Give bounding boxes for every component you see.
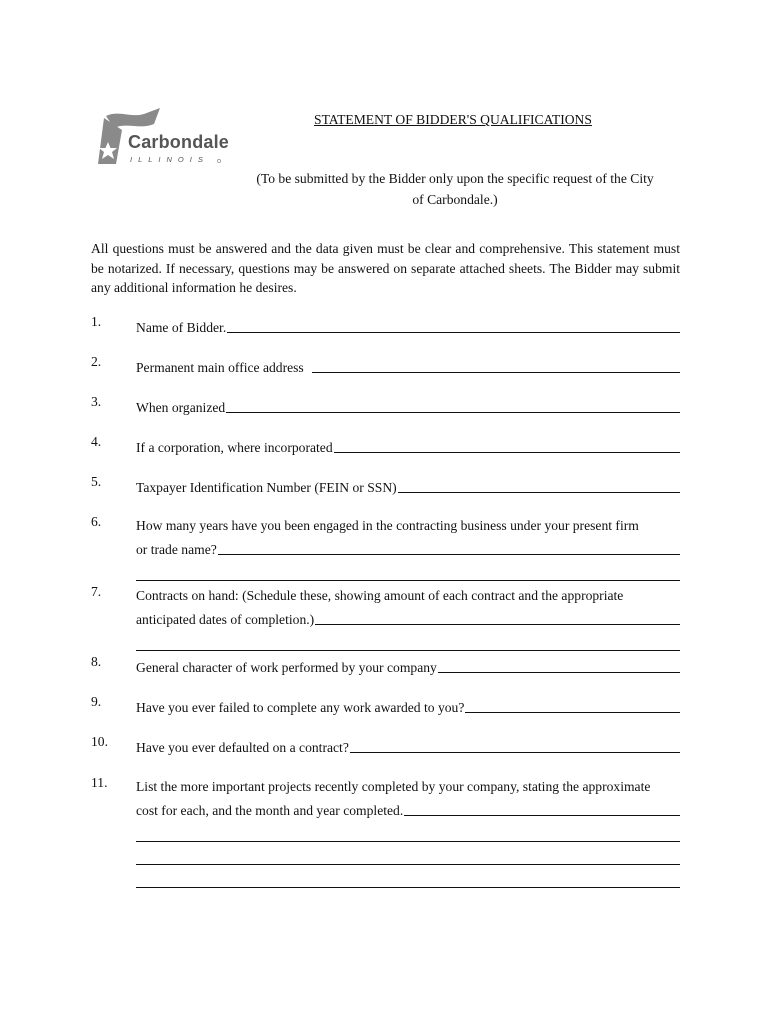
- question-number: 6.: [91, 514, 102, 529]
- answer-line-extra[interactable]: [136, 628, 680, 651]
- answer-line[interactable]: [465, 712, 680, 713]
- question-number: 2.: [91, 354, 102, 369]
- question-number: 7.: [91, 584, 102, 599]
- question-number: 5.: [91, 474, 102, 489]
- question-number: 4.: [91, 434, 102, 449]
- answer-line[interactable]: [226, 412, 680, 413]
- answer-line-extra[interactable]: [136, 842, 680, 865]
- question-text: Permanent main office address: [136, 360, 304, 375]
- question-text-continued: or trade name?: [136, 542, 217, 557]
- logo-state-text: ILLINOIS: [130, 155, 209, 164]
- answer-line[interactable]: [312, 372, 680, 373]
- answer-line[interactable]: [398, 492, 680, 493]
- question-text: If a corporation, where incorporated: [136, 440, 333, 455]
- answer-line[interactable]: [315, 624, 680, 625]
- question-text: Taxpayer Identification Number (FEIN or SSN): [136, 480, 397, 495]
- answer-line[interactable]: [334, 452, 680, 453]
- question-text: Have you ever failed to complete any work awarded to you?: [136, 700, 465, 715]
- logo-wordmark: Carbondale: [128, 132, 230, 152]
- answer-line-extra[interactable]: [136, 558, 680, 581]
- question-text: List the more important projects recently completed by your company, stating the approximate: [136, 779, 651, 794]
- page-subtitle: (To be submitted by the Bidder only upon the specific request of the City of Carbondale.): [256, 171, 654, 207]
- question-number: 3.: [91, 394, 102, 409]
- question-text: How many years have you been engaged in the contracting business under your present firm: [136, 518, 639, 533]
- answer-line[interactable]: [350, 752, 680, 753]
- question-number: 11.: [91, 775, 108, 790]
- question-number: 1.: [91, 314, 102, 329]
- question-text-continued: anticipated dates of completion.): [136, 612, 315, 627]
- answer-line-extra[interactable]: [136, 865, 680, 888]
- question-text: Have you ever defaulted on a contract?: [136, 740, 349, 755]
- question-number: 10.: [91, 734, 108, 749]
- question-text: Contracts on hand: (Schedule these, showing amount of each contract and the appropriate: [136, 588, 624, 603]
- answer-line[interactable]: [404, 815, 680, 816]
- answer-line[interactable]: [218, 554, 680, 555]
- question-number: 9.: [91, 694, 102, 709]
- question-text: When organized: [136, 400, 226, 415]
- answer-line[interactable]: [227, 332, 680, 333]
- page-title: STATEMENT OF BIDDER'S QUALIFICATIONS: [314, 112, 592, 127]
- question-text-continued: cost for each, and the month and year completed.: [136, 803, 404, 818]
- answer-line-extra[interactable]: [136, 819, 680, 842]
- question-text: Name of Bidder.: [136, 320, 227, 335]
- answer-line[interactable]: [438, 672, 680, 673]
- question-number: 8.: [91, 654, 102, 669]
- question-text: General character of work performed by your company: [136, 660, 437, 675]
- intro-paragraph: All questions must be answered and the data given must be clear and comprehensive. This statement must be notarized. If necessary, questions may be answered on separate attached sheets. The Bidder may submit any additional information he desires.: [91, 241, 680, 295]
